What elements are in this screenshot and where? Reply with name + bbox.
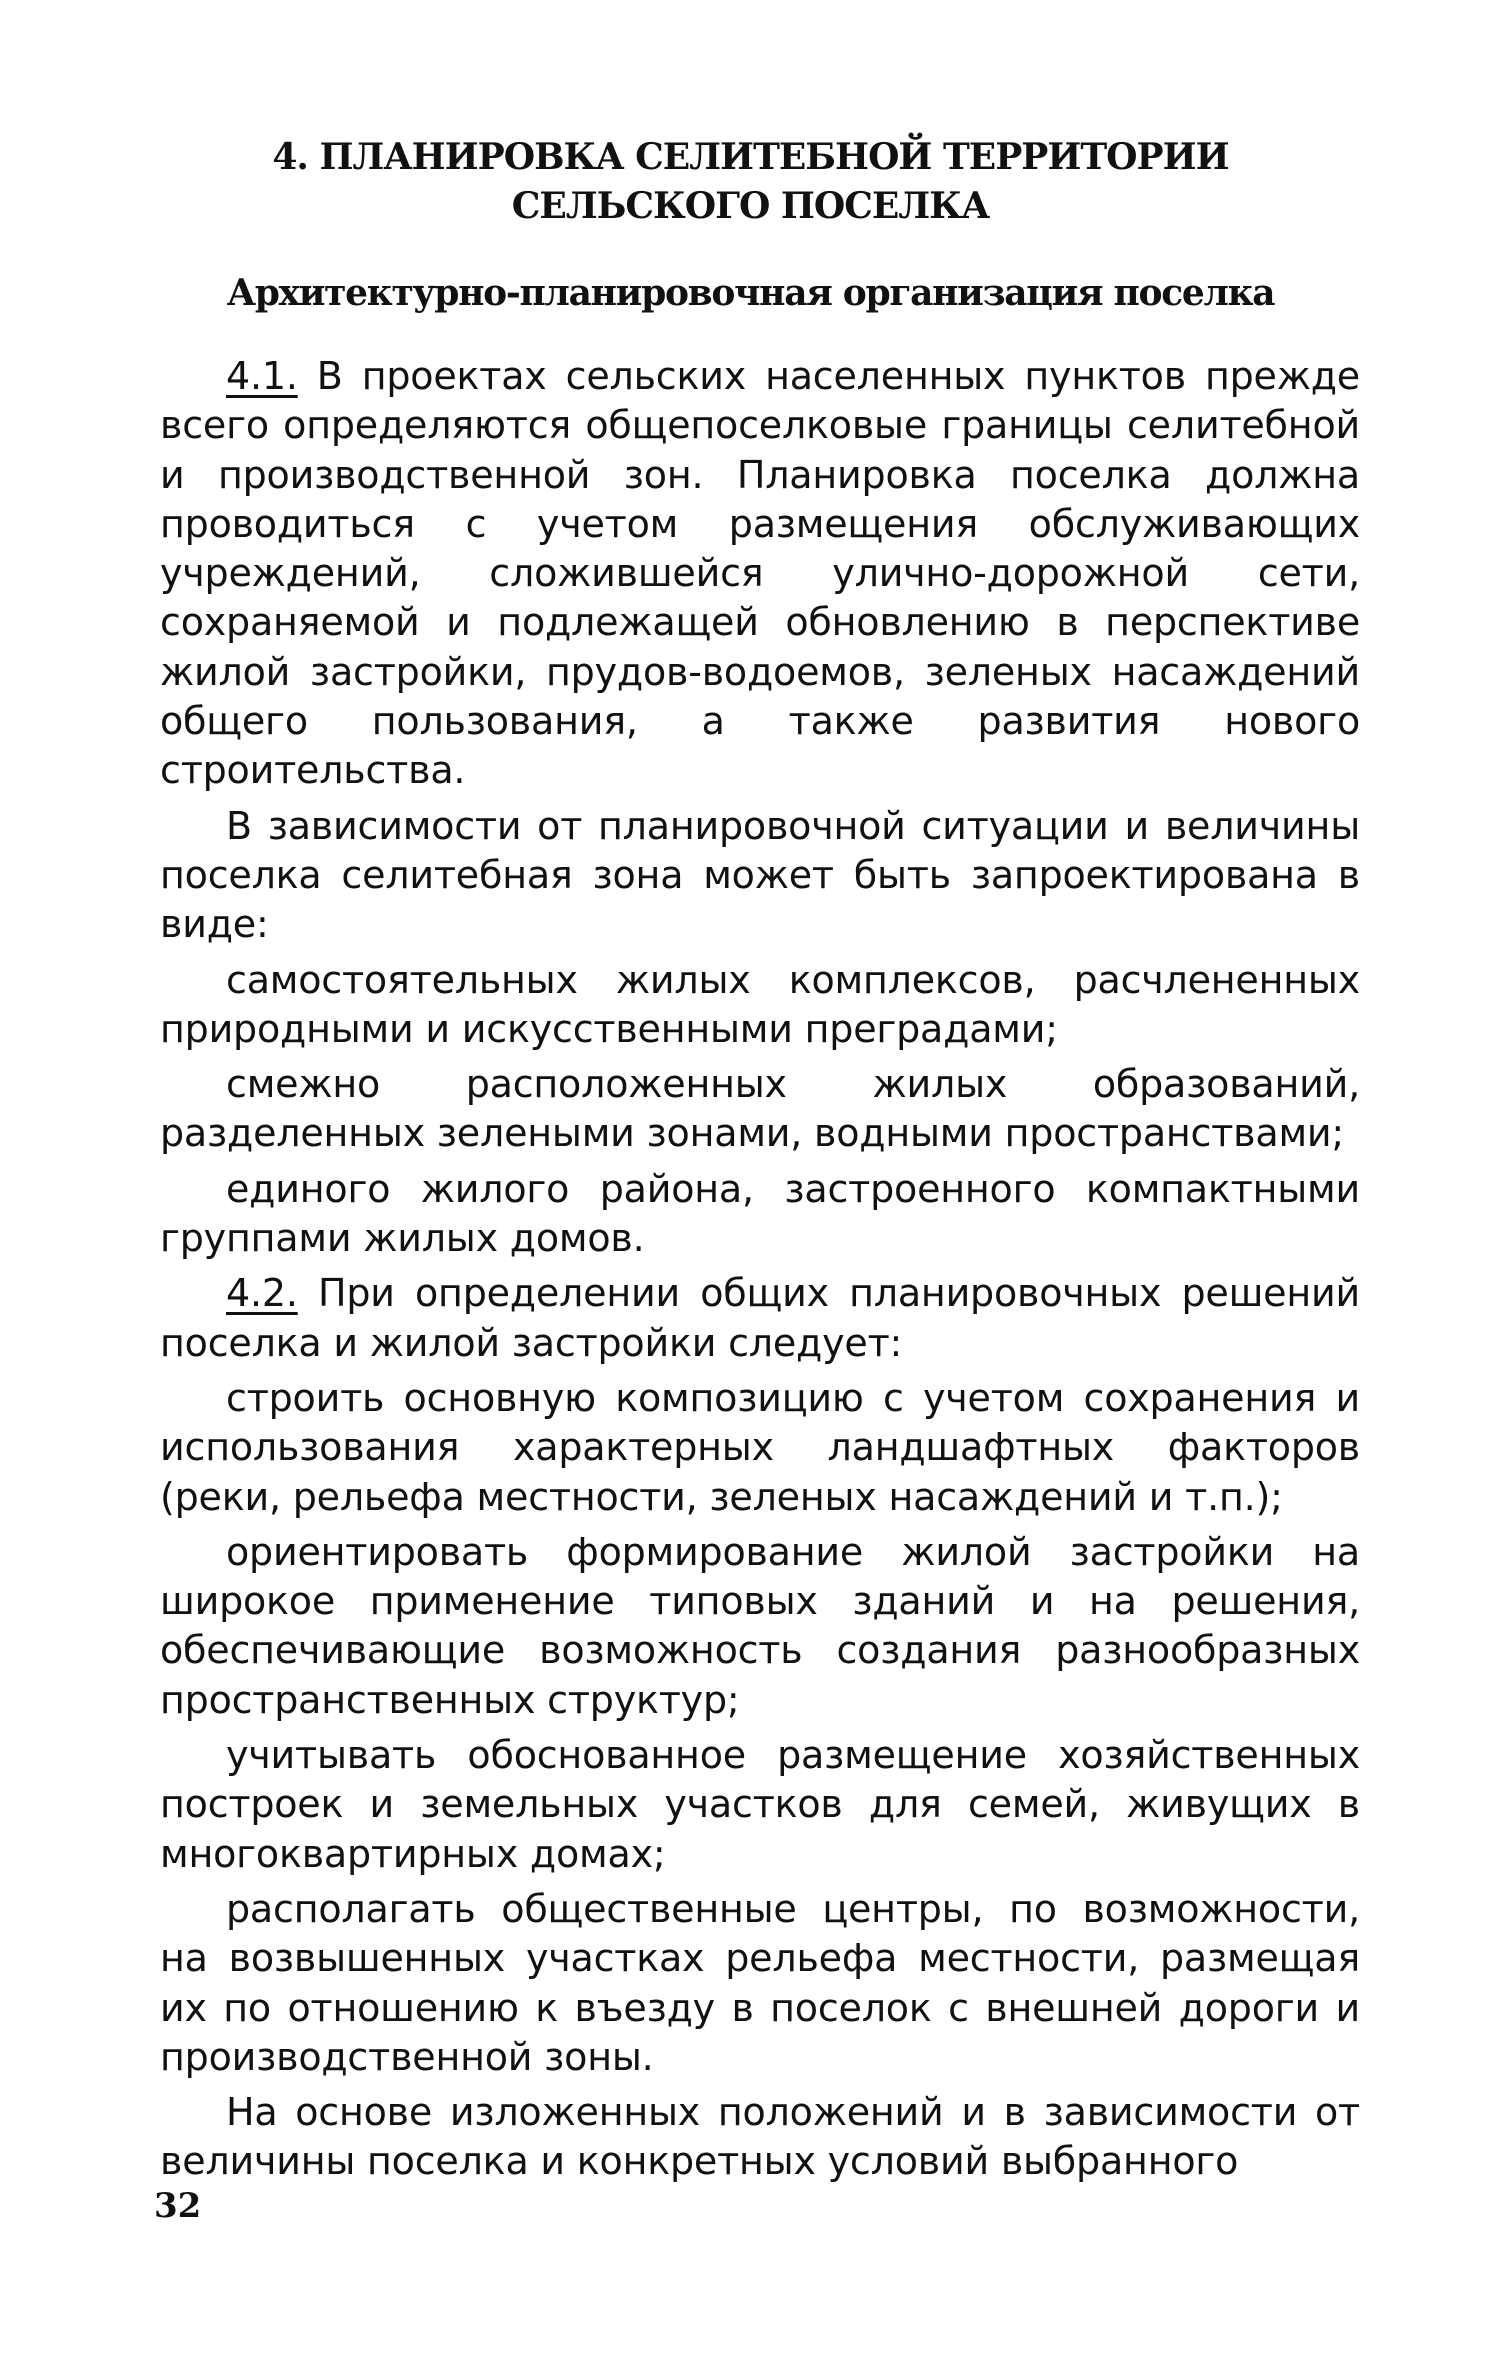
paragraph-text: При определении общих планировочных решений поселка и жилой застройки следует: xyxy=(160,1271,1360,1365)
paragraph xyxy=(160,1060,1360,1159)
paragraph-text: ориентировать формирование жилой застройки на широкое применение типовых зданий и на решения, обеспечивающие возможность создания разнообразных пространственных структур; xyxy=(160,1529,1360,1722)
paragraph xyxy=(160,1269,1360,1368)
clause-number: 4.2. xyxy=(226,1271,298,1316)
paragraph xyxy=(160,1165,1360,1264)
section-title-line1: 4. ПЛАНИРОВКА СЕЛИТЕБНОЙ ТЕРРИТОРИИ xyxy=(272,136,1229,178)
paragraph xyxy=(160,1528,1360,1725)
paragraph-text: В зависимости от планировочной ситуации и величины поселка селитебная зона может быть запроектирована в виде: xyxy=(160,803,1360,947)
paragraph xyxy=(160,352,1360,796)
paragraph xyxy=(160,956,1360,1055)
section-title-line2: СЕЛЬСКОГО ПОСЕЛКА xyxy=(511,185,990,227)
paragraph xyxy=(160,2088,1360,2187)
paragraph-text: располагать общественные центры, по возможности, на возвышенных участках рельефа местности, размещая их по отношению к въезду в поселок с внешней дороги и производственной зоны. xyxy=(160,1886,1360,2079)
paragraph-text: смежно расположенных жилых образований, разделенных зелеными зонами, водными пространствами; xyxy=(160,1062,1360,1156)
paragraph xyxy=(160,1731,1360,1879)
paragraph-text: учитывать обоснованное размещение хозяйственных построек и земельных участков для семей, живущих в многоквартирных домах; xyxy=(160,1733,1360,1876)
paragraph-text: строить основную композицию с учетом сохранения и использования характерных ландшафтных факторов (реки, рельефа местности, зеленых насаждений и т.п.); xyxy=(160,1375,1360,1519)
paragraph xyxy=(160,1885,1360,2082)
paragraph-text: В проектах сельских населенных пунктов прежде всего определяются общепоселковые границы селитебной и производственной зон. Планировка поселка должна проводиться с учетом размещения обслуживающих учреждений, сложившейся улично-дорожной сети, сохраняемой и подлежащей обновлению в перспективе жилой застройки, прудов-водоемов, зеленых насаждений общего пользования, а также развития нового строительства. xyxy=(160,354,1360,793)
clause-number: 4.1. xyxy=(226,354,298,398)
paragraph-text: единого жилого района, застроенного компактными группами жилых домов. xyxy=(160,1166,1360,1261)
paragraph xyxy=(160,802,1360,950)
subsection-title: Архитектурно-планировочная организация поселка xyxy=(226,272,1275,314)
page-number: 32 xyxy=(154,2186,202,2226)
paragraph-text: самостоятельных жилых комплексов, расчлененных природными и искусственными преградами; xyxy=(160,957,1360,1051)
body-text xyxy=(160,352,1360,2193)
paragraph-text: На основе изложенных положений и в зависимости от величины поселка и конкретных условий выбранного xyxy=(160,2090,1360,2184)
paragraph xyxy=(160,1374,1360,1522)
